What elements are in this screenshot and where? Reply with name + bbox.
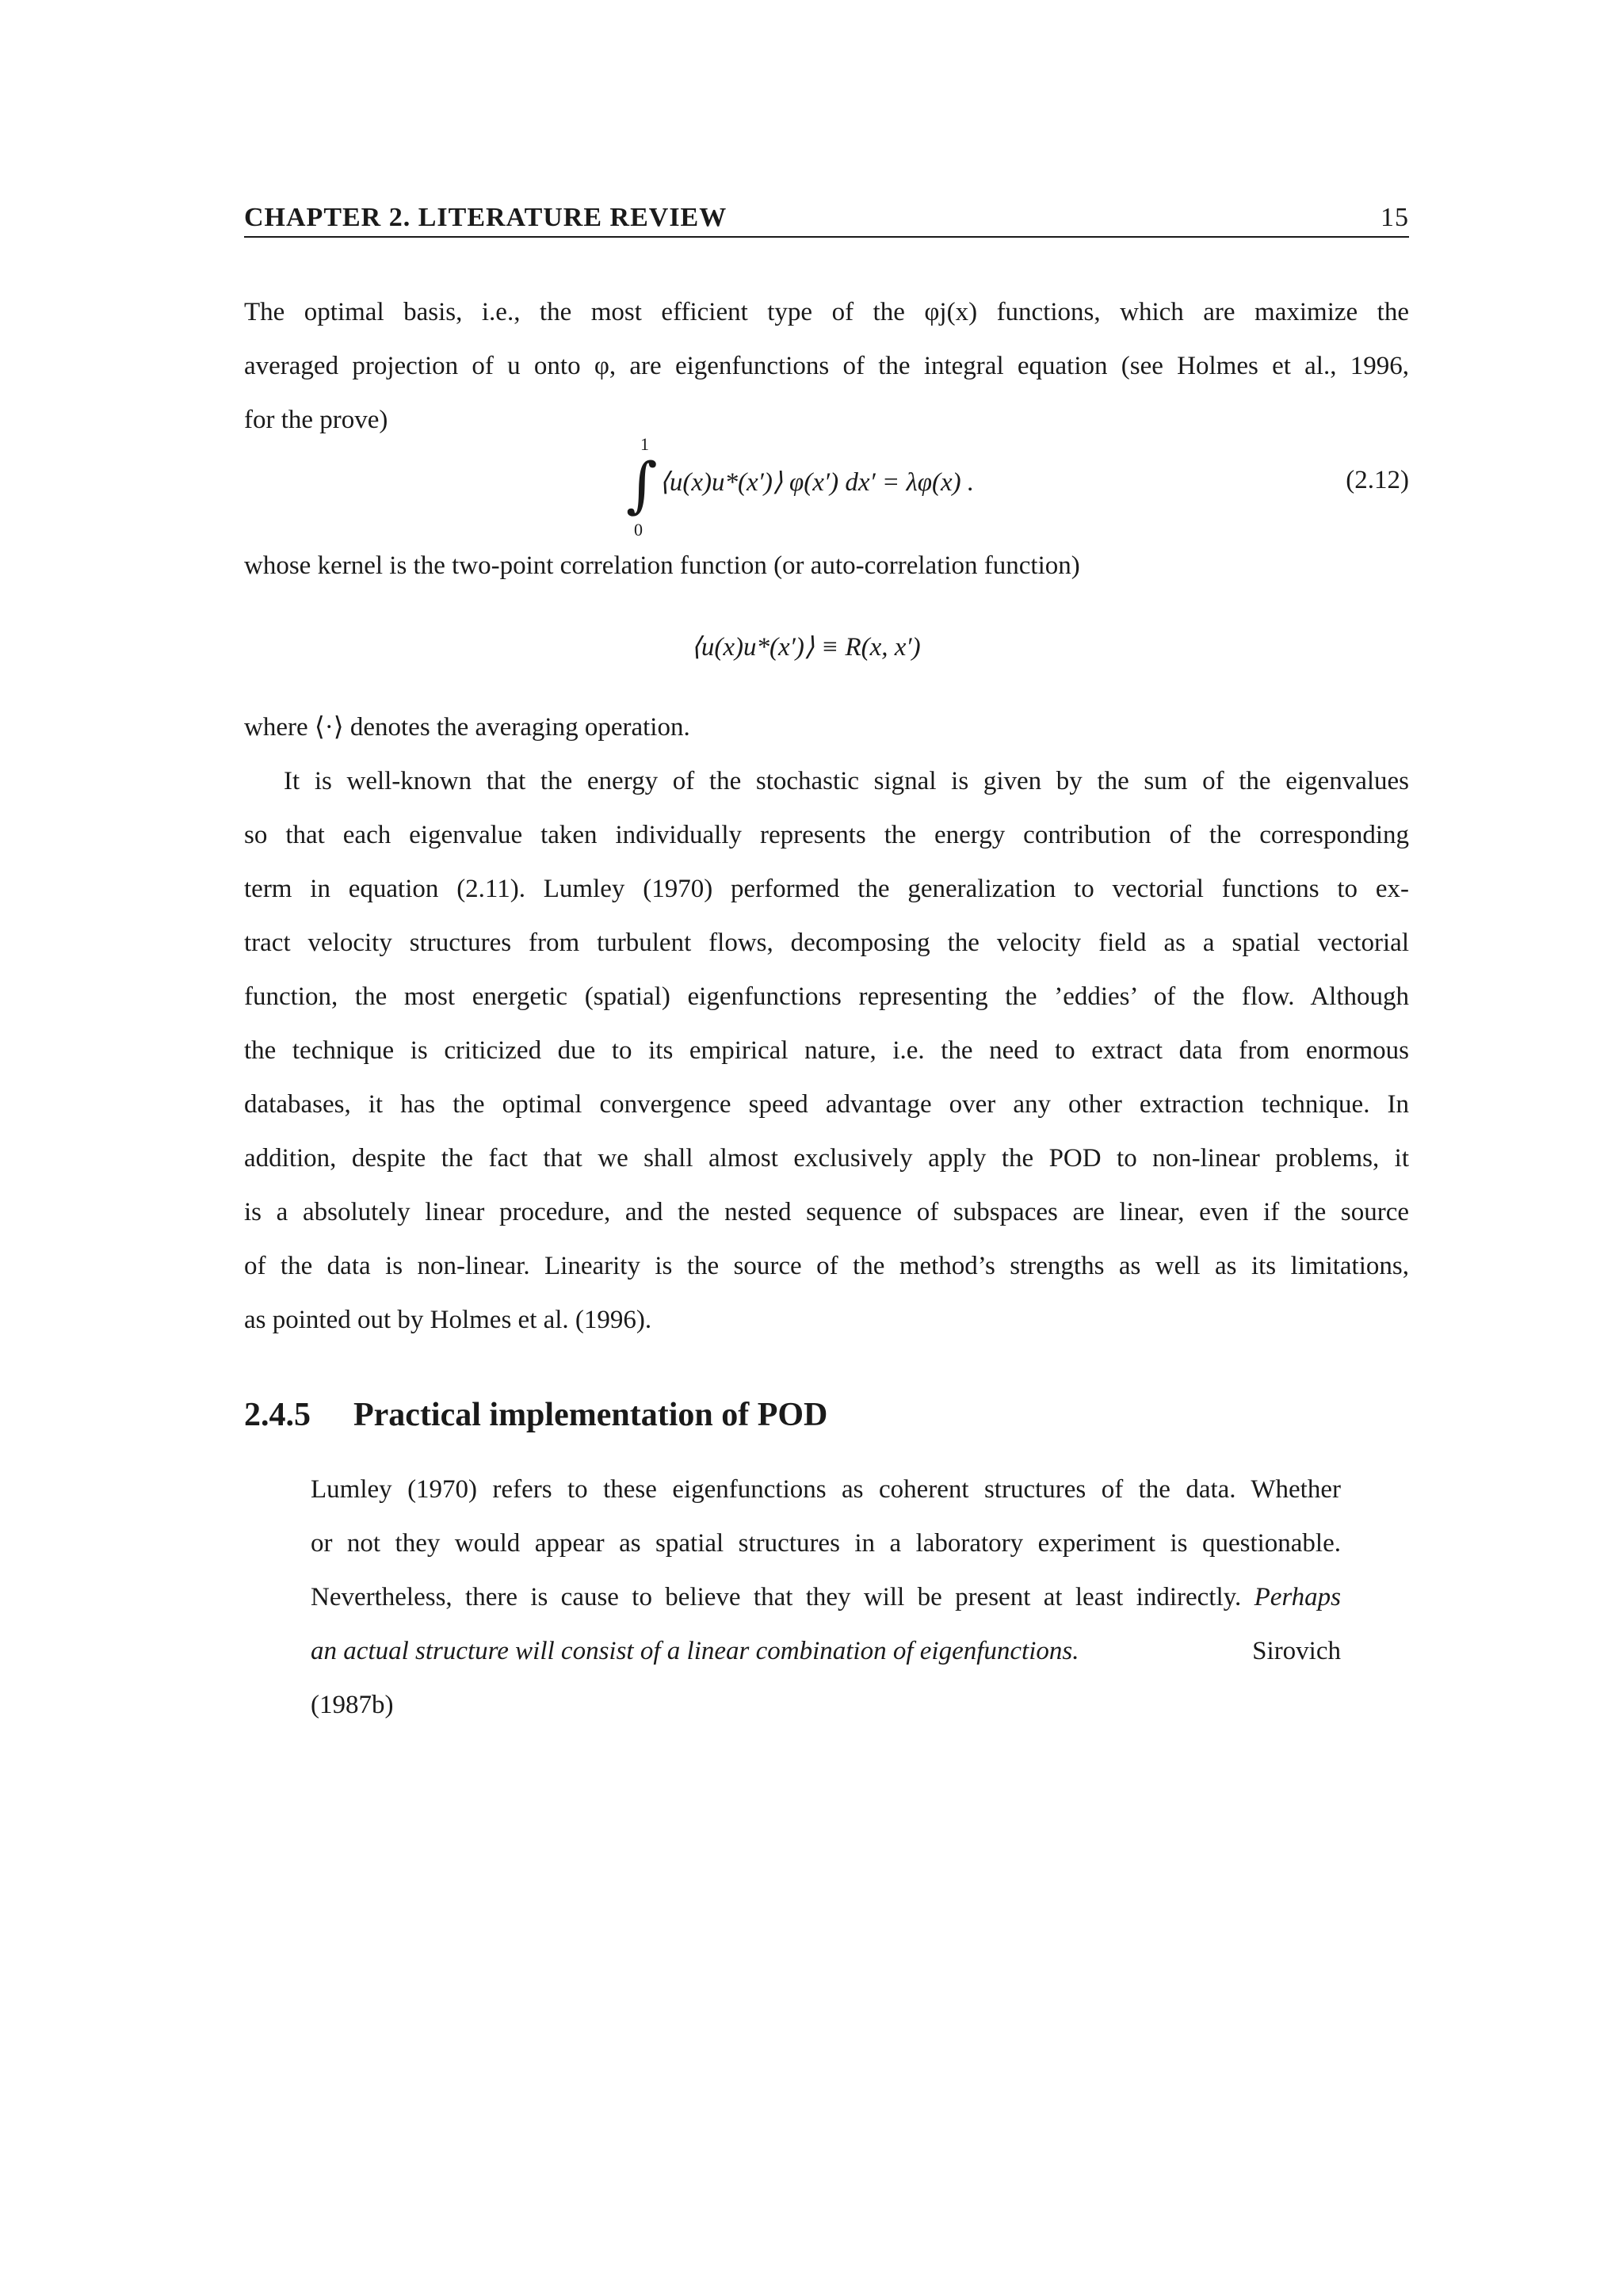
paragraph-line: tract velocity structures from turbulent flows, decomposing the velocity field as a spatial vectorial	[244, 929, 1409, 957]
correlation-equation: ⟨u(x)u*(x′)⟩ ≡ R(x, x′)	[691, 633, 921, 662]
quote-attribution: Sirovich	[1252, 1637, 1341, 1665]
paragraph-line: addition, despite the fact that we shall almost exclusively apply the POD to non-linear problems, it	[244, 1144, 1409, 1173]
quote-italic-text: Perhaps	[1254, 1583, 1341, 1611]
quote-line	[311, 1635, 1341, 1667]
paragraph-line: averaged projection of u onto φ, are eigenfunctions of the integral equation (see Holmes et al., 1996,	[244, 352, 1409, 380]
integral-sign: ∫	[626, 449, 658, 520]
paragraph-line: term in equation (2.11). Lumley (1970) performed the generalization to vectorial functions to ex-	[244, 875, 1409, 903]
running-header	[244, 203, 1409, 235]
paragraph-line: is a absolutely linear procedure, and the nested sequence of subspaces are linear, even if the source	[244, 1198, 1409, 1226]
quote-line	[311, 1581, 1341, 1613]
paragraph-line: databases, it has the optimal convergence speed advantage over any other extraction technique. In	[244, 1090, 1409, 1119]
section-title: Practical implementation of POD	[353, 1397, 828, 1433]
quote-line: (1987b)	[311, 1691, 394, 1719]
page-number: 15	[1381, 203, 1409, 232]
paragraph-line: where ⟨·⟩ denotes the averaging operation.	[244, 713, 690, 742]
chapter-title: CHAPTER 2. LITERATURE REVIEW	[244, 203, 727, 232]
integral-upper-limit: 1	[640, 434, 649, 454]
paragraph-line: so that each eigenvalue taken individually represents the energy contribution of the corresponding	[244, 821, 1409, 849]
header-rule	[244, 236, 1409, 238]
quote-text: Nevertheless, there is cause to believe that they will be present at least indirectly.	[311, 1583, 1242, 1611]
paragraph-line: whose kernel is the two-point correlation function (or auto-correlation function)	[244, 551, 1080, 580]
paragraph-line: for the prove)	[244, 406, 388, 434]
quote-italic-text: an actual structure will consist of a linear combination of eigenfunctions.	[311, 1637, 1079, 1665]
section-number: 2.4.5	[244, 1397, 311, 1433]
quote-line: Lumley (1970) refers to these eigenfunctions as coherent structures of the data. Whether	[311, 1475, 1341, 1504]
equation-number: (2.12)	[1346, 466, 1409, 494]
integral-lower-limit: 0	[634, 520, 643, 540]
section-heading	[244, 1396, 827, 1434]
paragraph-line: of the data is non-linear. Linearity is the source of the method’s strengths as well as its limitations,	[244, 1252, 1409, 1280]
paragraph-line: It is well-known that the energy of the stochastic signal is given by the sum of the eigenvalues	[284, 767, 1409, 795]
paragraph-line: function, the most energetic (spatial) eigenfunctions representing the ’eddies’ of the flow. Although	[244, 982, 1409, 1011]
quote-line: or not they would appear as spatial structures in a laboratory experiment is questionable.	[311, 1529, 1341, 1558]
equation-body: ⟨u(x)u*(x′)⟩ φ(x′) dx′ = λφ(x) .	[659, 468, 975, 497]
paragraph-line: as pointed out by Holmes et al. (1996).	[244, 1306, 652, 1334]
paragraph-line: The optimal basis, i.e., the most efficient type of the φj(x) functions, which are maximize the	[244, 298, 1409, 326]
paragraph-line: the technique is criticized due to its empirical nature, i.e. the need to extract data from enormous	[244, 1036, 1409, 1065]
